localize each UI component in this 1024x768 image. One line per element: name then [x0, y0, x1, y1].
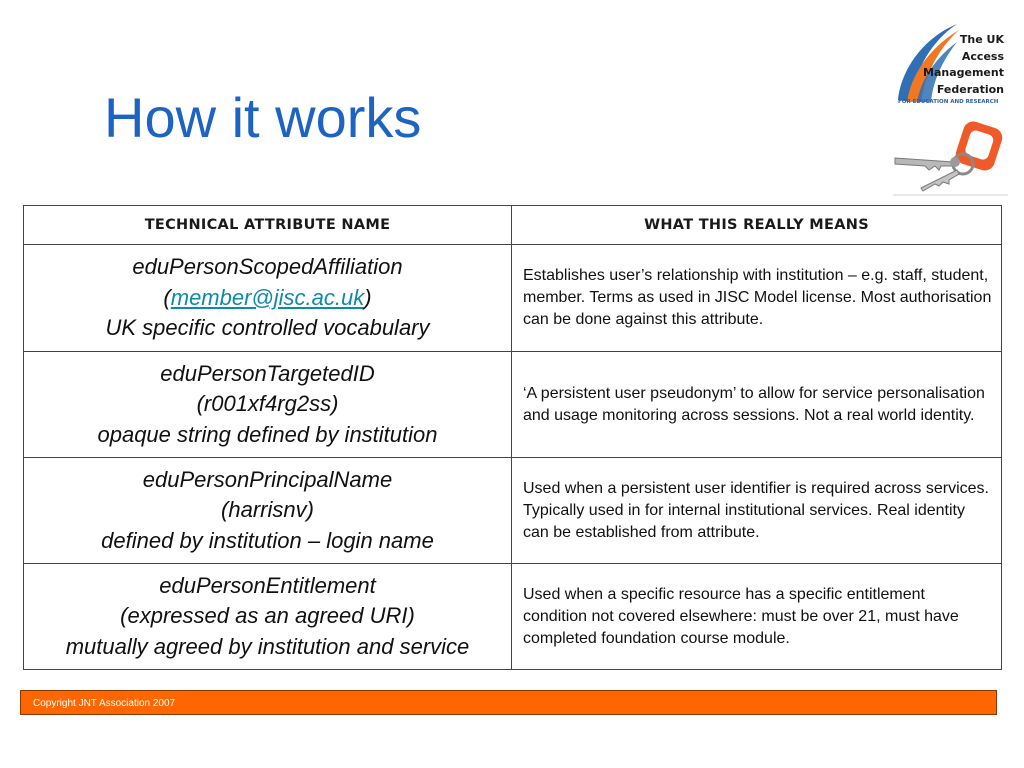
attribute-cell — [24, 458, 512, 564]
logo-line: Management — [923, 66, 1004, 79]
attribute-name: eduPersonTargetedID — [160, 360, 375, 386]
meaning-cell: Used when a persistent user identifier is required across services. Typically used in for internal institutional services. Real identity can be established from attribute. — [512, 458, 1002, 564]
slide-title: How it works — [104, 86, 422, 149]
meaning-cell: ‘A persistent user pseudonym’ to allow for service personalisation and usage monitoring across sessions. Not a real world identity. — [512, 352, 1002, 458]
attribute-note: defined by institution – login name — [101, 527, 434, 553]
table-row — [24, 458, 1002, 564]
meaning-cell: Used when a specific resource has a specific entitlement condition not covered elsewhere: must be over 21, must have completed foundation course module. — [512, 564, 1002, 670]
header-what-this-really-means: WHAT THIS REALLY MEANS — [512, 206, 1002, 245]
attribute-name: eduPersonScopedAffiliation — [132, 254, 403, 280]
header-technical-attribute-name: TECHNICAL ATTRIBUTE NAME — [24, 206, 512, 245]
logo-line: The UK — [959, 33, 1004, 46]
attribute-note: mutually agreed by institution and service — [65, 633, 470, 659]
attribute-table — [23, 205, 1002, 670]
attribute-example: (r001xf4rg2ss) — [196, 391, 339, 417]
attribute-name: eduPersonEntitlement — [159, 572, 376, 598]
logo-line: Access — [961, 49, 1004, 63]
example-paren-open: ( — [163, 284, 171, 310]
attribute-example: (harrisnv) — [221, 497, 314, 523]
attribute-cell — [24, 564, 512, 670]
table-row — [24, 245, 1002, 352]
attribute-example: (expressed as an agreed URI) — [120, 603, 415, 629]
attribute-cell — [24, 352, 512, 458]
attribute-name: eduPersonPrincipalName — [142, 466, 393, 492]
meaning-cell: Establishes user’s relationship with institution – e.g. staff, student, member. Terms as used in JISC Model license. Most authorisation can be done against this attribute. — [512, 245, 1002, 352]
logo-tagline: FOR EDUCATION AND RESEARCH — [898, 99, 999, 105]
table-header-row — [24, 206, 1002, 245]
copyright-text: Copyright JNT Association 2007 — [33, 698, 176, 709]
attribute-note: opaque string defined by institution — [97, 421, 438, 447]
logo-line: Federation — [936, 82, 1004, 96]
attribute-example — [24, 283, 511, 314]
logo-wordmark — [923, 32, 1004, 98]
table-row — [24, 352, 1002, 458]
example-paren-close: ) — [364, 284, 372, 310]
table-row — [24, 564, 1002, 670]
attribute-cell — [24, 245, 512, 352]
attribute-note: UK specific controlled vocabulary — [105, 315, 430, 341]
footer-bar — [20, 690, 997, 715]
email-link[interactable]: member@jisc.ac.uk — [170, 284, 365, 310]
keys-icon — [891, 118, 1008, 196]
